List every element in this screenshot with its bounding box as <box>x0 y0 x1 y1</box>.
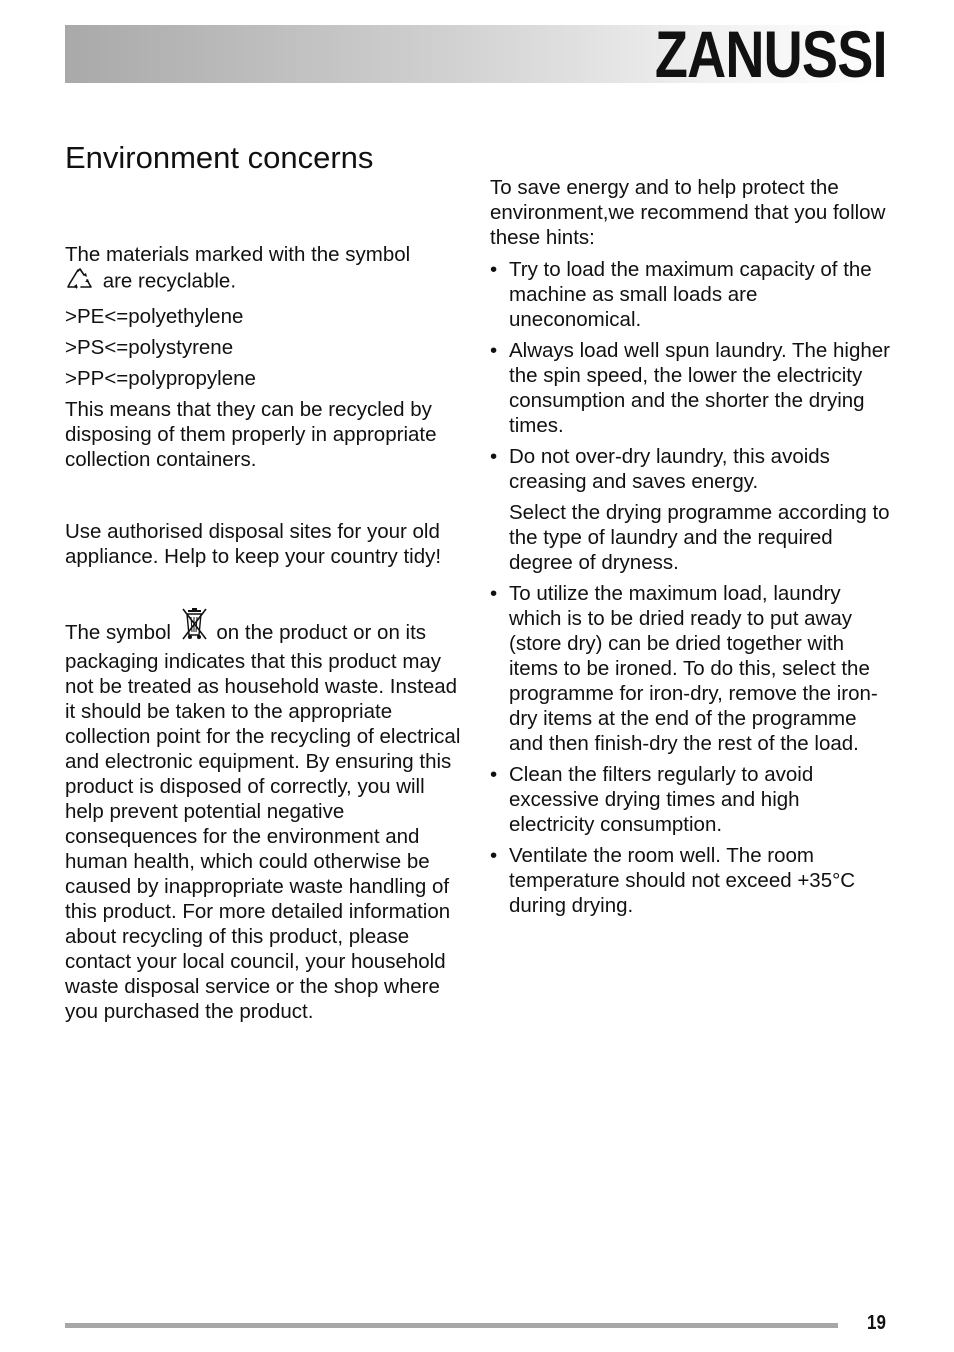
header-bar <box>65 17 887 91</box>
hint-extra: Select the drying programme according to the type of laundry and the required degree of dryness. <box>509 501 890 574</box>
list-item: • Try to load the maximum capacity of the machine as small loads are uneconomical. <box>490 258 872 331</box>
list-item: • Clean the filters regularly to avoid excessive drying times and high electricity consumption. <box>490 763 814 836</box>
symbol-paragraph: The symbol on the product or on its packaging indicates that this product may not be treated as household waste. Instead it should be taken to the appropriate collection point for the recycling of electrical and electronic equipment. By ensuring this product is disposed of correctly, you will help prevent potential negative consequences for the environment and human health, which could otherwise be caused by inappropriate waste handling of this product. For more detailed information about recycling of this product, please contact your local council, your household waste disposal service or the shop where you purchased the product. <box>65 605 465 1024</box>
brand-logo: ZANUSSI <box>655 17 887 91</box>
hints-list <box>490 257 890 918</box>
disposal-paragraph: Use authorised disposal sites for your old appliance. Help to keep your country tidy! <box>65 520 442 568</box>
footer-divider <box>65 1323 838 1328</box>
recycle-icon <box>65 267 97 297</box>
pp-line: >PP<=polypropylene <box>65 367 256 390</box>
page-title: Environment concerns <box>65 140 374 175</box>
list-item: • Do not over-dry laundry, this avoids creasing and saves energy. Select the drying programme according to the type of laundry and the required degree of dryness. <box>490 445 890 574</box>
page-number: 19 <box>867 1312 886 1334</box>
recycle-paragraph: This means that they can be recycled by disposing of them properly in appropriate collection containers. <box>65 398 437 471</box>
list-item: • Always load well spun laundry. The higher the spin speed, the lower the electricity consumption and the shorter the drying times. <box>490 339 890 437</box>
crossed-out-bin-icon <box>177 605 211 649</box>
right-column <box>490 175 890 924</box>
list-item: • Ventilate the room well. The room temperature should not exceed +35°C during drying. <box>490 844 856 917</box>
hints-intro: To save energy and to help protect the environment,we recommend that you follow these hints: <box>490 176 886 249</box>
pe-line: >PE<=polyethylene <box>65 305 244 328</box>
left-column <box>65 242 465 1024</box>
materials-intro: The materials marked with the symbol are recyclable. <box>65 242 465 297</box>
list-item: • To utilize the maximum load, laundry which is to be dried ready to put away (store dry) can be dried together with items to be ironed. To do this, select the programme for iron-dry, remove the iron-dry items at the end of the programme and then finish-dry the rest of the load. <box>490 582 878 755</box>
ps-line: >PS<=polystyrene <box>65 336 234 359</box>
